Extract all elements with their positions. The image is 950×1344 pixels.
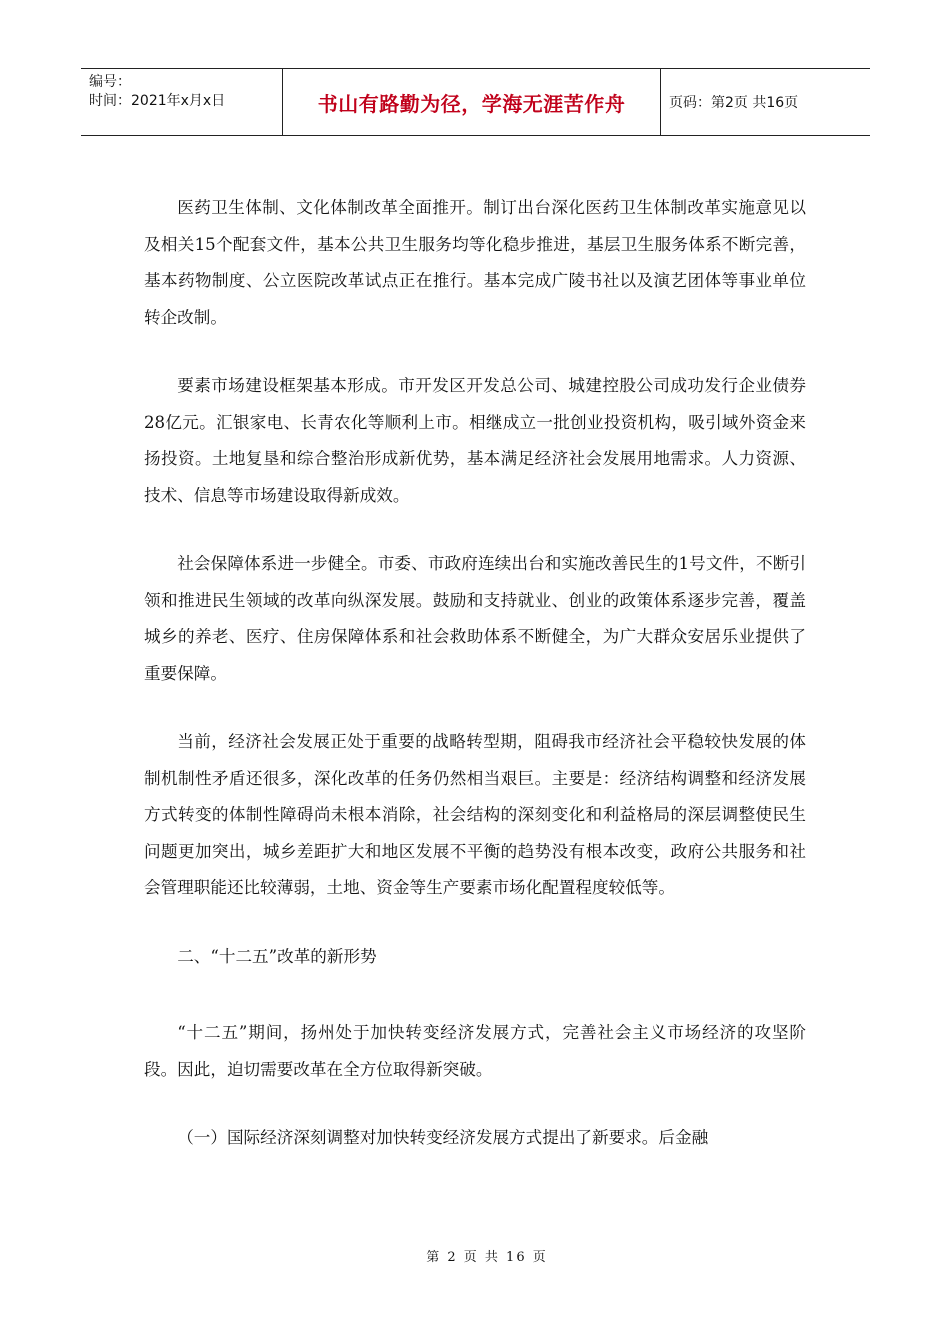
paragraph: 当前，经济社会发展正处于重要的战略转型期，阻碍我市经济社会平稳较快发展的体制机制性矛盾还很多，深化改革的任务仍然相当艰巨。主要是：经济结构调整和经济发展方式转变的体制性障碍尚未根本消除，社会结构的深刻变化和利益格局的深层调整使民生问题更加突出，城乡差距扩大和地区发展不平衡的趋势没有根本改变，政府公共服务和社会管理职能还比较薄弱，土地、资金等生产要素市场化配置程度较低等。: [144, 732, 806, 897]
document-date: 时间：2021年x月x日: [89, 93, 226, 109]
page-header: [81, 68, 870, 136]
header-meta: [81, 69, 283, 135]
section-heading: 二、“十二五”改革的新形势: [177, 946, 377, 966]
header-motto: 书山有路勤为径，学海无涯苦作舟: [283, 69, 661, 135]
page-footer: 第 2 页 共 16 页: [426, 1250, 548, 1265]
paragraph: “十二五”期间，扬州处于加快转变经济发展方式，完善社会主义市场经济的攻坚阶段。因此，迫切需要改革在全方位取得新突破。: [144, 1023, 806, 1079]
paragraph: 要素市场建设框架基本形成。市开发区开发总公司、城建控股公司成功发行企业债券28亿元。汇银家电、长青农化等顺利上市。相继成立一批创业投资机构，吸引域外资金来扬投资。土地复垦和综合整治形成新优势，基本满足经济社会发展用地需求。人力资源、技术、信息等市场建设取得新成效。: [144, 376, 806, 505]
header-page-number: 页码：第2页 共16页: [669, 95, 799, 111]
paragraph: 医药卫生体制、文化体制改革全面推开。制订出台深化医药卫生体制改革实施意见以及相关15个配套文件，基本公共卫生服务均等化稳步推进，基层卫生服务体系不断完善，基本药物制度、公立医院改革试点正在推行。基本完成广陵书社以及演艺团体等事业单位转企改制。: [144, 198, 806, 327]
paragraph: （一）国际经济深刻调整对加快转变经济发展方式提出了新要求。后金融: [177, 1128, 709, 1147]
paragraph: 社会保障体系进一步健全。市委、市政府连续出台和实施改善民生的1号文件，不断引领和推进民生领域的改革向纵深发展。鼓励和支持就业、创业的政策体系逐步完善，覆盖城乡的养老、医疗、住房保障体系和社会救助体系不断健全，为广大群众安居乐业提供了重要保障。: [144, 554, 806, 683]
document-number: 编号：: [89, 74, 131, 90]
document-body: [144, 190, 806, 1189]
